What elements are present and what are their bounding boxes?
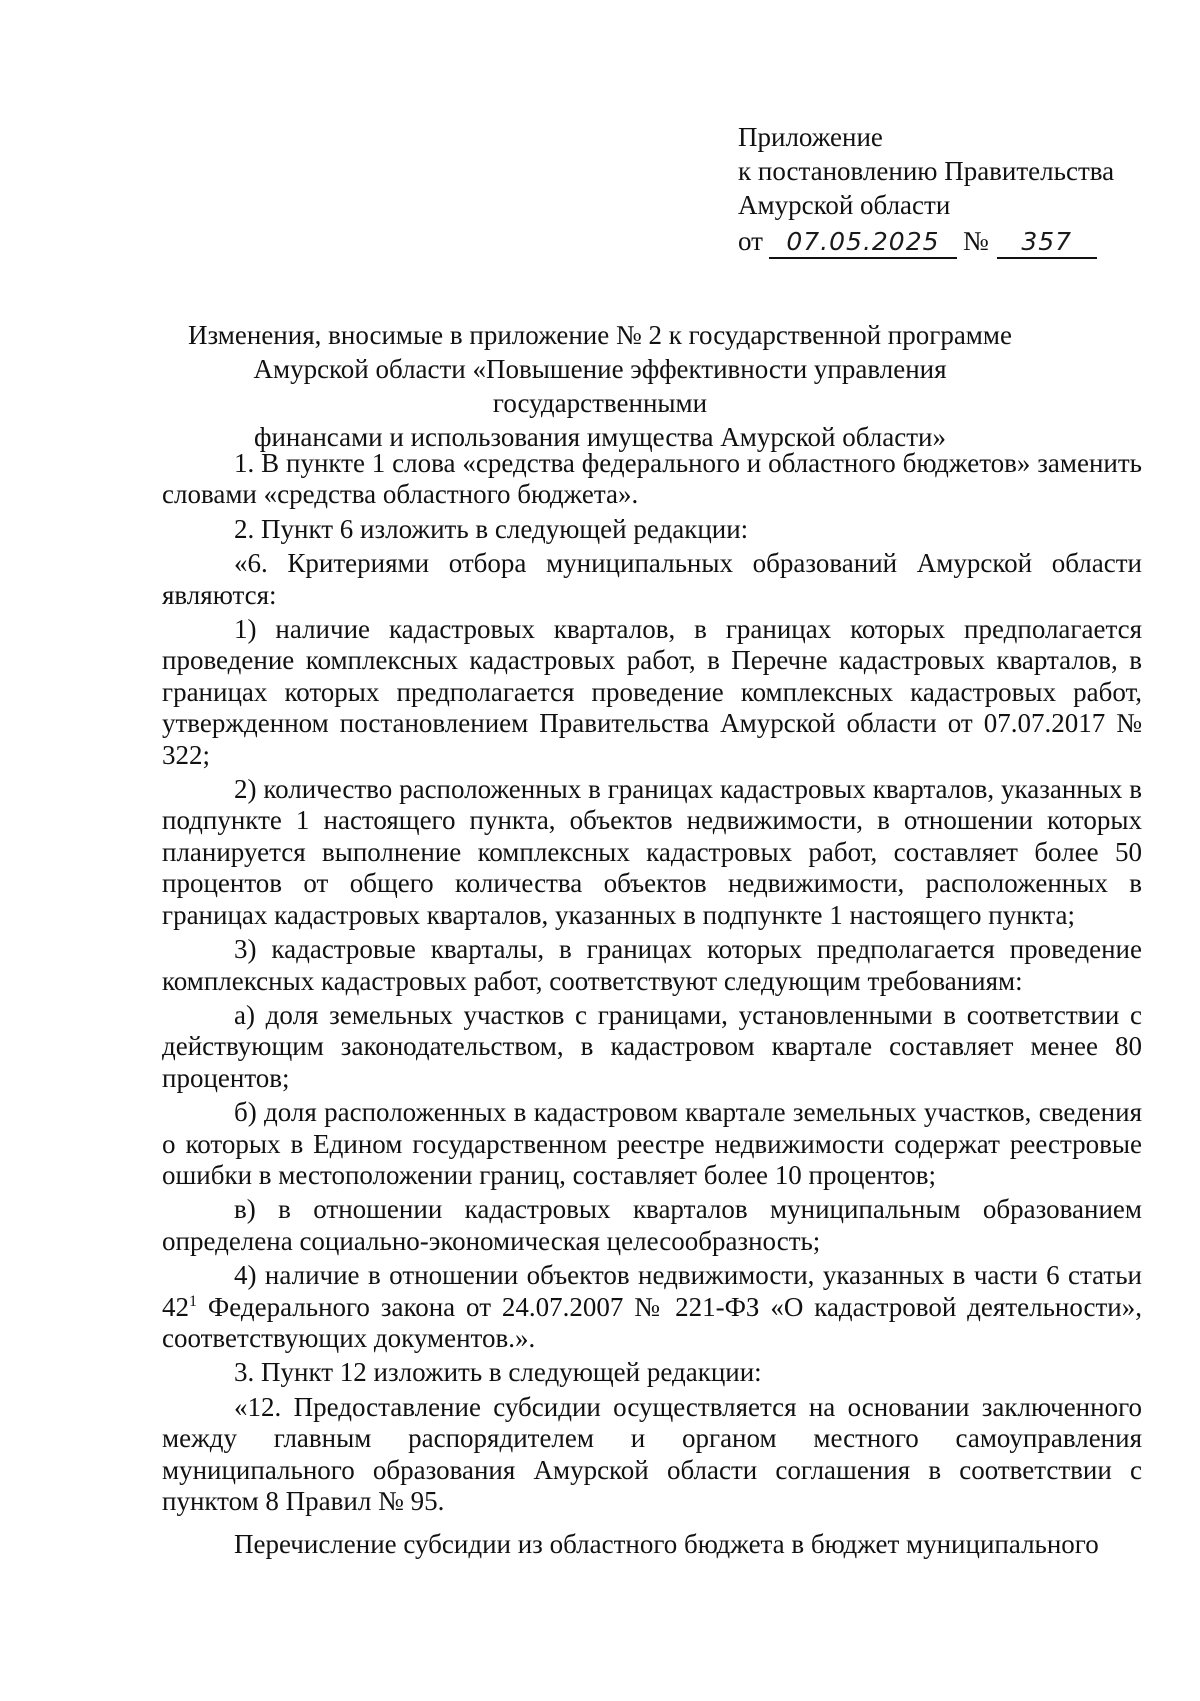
- paragraph-8: б) доля расположенных в кадастровом квартале земельных участков, сведения о которых в Едином государственном реестре недвижимости содержат реестровые ошибки в местоположении границ, составляет более 10 процентов;: [162, 1097, 1142, 1190]
- paragraph-5: 2) количество расположенных в границах кадастровых кварталов, указанных в подпункте 1 настоящего пункта, объектов недвижимости, в отношении которых планируется выполнение комплексных кадастровых работ, составляет более 50 процентов от общего количества объектов недвижимости, расположенных в границах кадастровых кварталов, указанных в подпункте 1 настоящего пункта;: [162, 774, 1142, 930]
- handwritten-number: 357: [997, 227, 1097, 259]
- appendix-date-number-line: [738, 224, 1158, 259]
- paragraph-6: 3) кадастровые кварталы, в границах которых предполагается проведение комплексных кадастровых работ, соответствуют следующим требованиям:: [162, 934, 1142, 996]
- document-title: [150, 318, 1050, 454]
- paragraph-10-part-2: Федерального закона от 24.07.2007 № 221-ФЗ «О кадастровой деятельности», соответствующих документов.».: [162, 1291, 1142, 1353]
- paragraph-9: в) в отношении кадастровых кварталов муниципальным образованием определена социально-экономическая целесообразность;: [162, 1194, 1142, 1256]
- article-superscript: 1: [189, 1292, 197, 1310]
- number-label: №: [962, 226, 989, 256]
- appendix-header: [738, 120, 1158, 259]
- title-line-2: Амурской области «Повышение эффективности управления государственными: [253, 354, 947, 418]
- appendix-line-1: Приложение: [738, 122, 883, 152]
- paragraph-1: 1. В пункте 1 слова «средства федерального и областного бюджетов» заменить словами «средства областного бюджета».: [162, 448, 1142, 510]
- paragraph-10: [162, 1260, 1142, 1354]
- paragraph-4: 1) наличие кадастровых кварталов, в границах которых предполагается проведение комплексных кадастровых работ, в Перечне кадастровых кварталов, в границах которых предполагается проведение комплексных кадастровых работ, утвержденном постановлением Правительства Амурской области от 07.07.2017 № 322;: [162, 614, 1142, 770]
- document-body: [162, 448, 1142, 1564]
- appendix-line-3: Амурской области: [738, 190, 951, 220]
- paragraph-10-part-1: 4) наличие в отношении объектов недвижимости, указанных в части 6 статьи 42: [162, 1260, 1142, 1322]
- paragraph-7: а) доля земельных участков с границами, установленными в соответствии с действующим законодательством, в кадастровом квартале составляет менее 80 процентов;: [162, 999, 1142, 1093]
- appendix-line-2: к постановлению Правительства: [738, 156, 1115, 186]
- paragraph-11: 3. Пункт 12 изложить в следующей редакции:: [234, 1357, 762, 1388]
- paragraph-2: 2. Пункт 6 изложить в следующей редакции:: [234, 513, 749, 544]
- from-label: от: [738, 226, 763, 256]
- handwritten-date: 07.05.2025: [769, 227, 957, 259]
- paragraph-12: «12. Предоставление субсидии осуществляется на основании заключенного между главным распорядителем и органом местного самоуправления муниципального образования Амурской области соглашения в соответствии с пунктом 8 Правил № 95.: [162, 1391, 1142, 1516]
- paragraph-13: Перечисление субсидии из областного бюджета в бюджет муниципального: [234, 1529, 1099, 1560]
- title-line-3: финансами и использования имущества Амурской области»: [253, 422, 947, 452]
- title-line-1: Изменения, вносимые в приложение № 2 к государственной программе: [188, 320, 1012, 350]
- paragraph-3: «6. Критериями отбора муниципальных образований Амурской области являются:: [162, 548, 1142, 610]
